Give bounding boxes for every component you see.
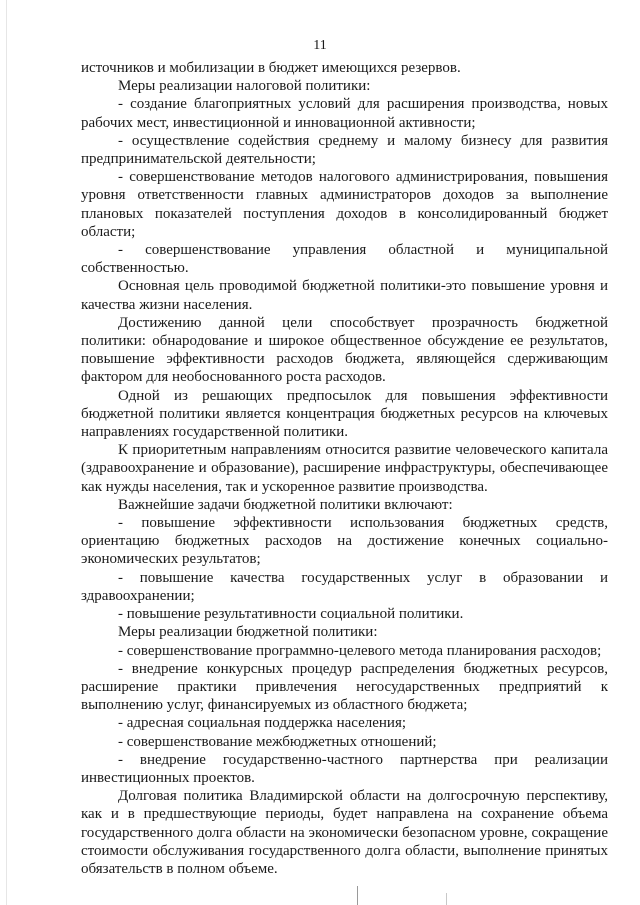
scan-edge-line xyxy=(6,0,7,905)
paragraph-budget-tasks-heading: Важнейшие задачи бюджетной политики включают: xyxy=(118,496,453,513)
list-item-budget-measure-2: - внедрение конкурсных процедур распределения бюджетных ресурсов, расширение практики привлечения негосударственных предприятий к выполнению услуг, финансируемых из областного бюджета; xyxy=(81,660,608,714)
list-item-budget-measure-5: - внедрение государственно-частного партнерства при реализации инвестиционных проектов. xyxy=(81,751,608,786)
paragraph-transparency: Достижению данной цели способствует прозрачность бюджетной политики: обнародование и широкое общественное обсуждение ее результатов, повышение эффективности расходов бюджета, являющейся сдерживающим фактором для необоснованного роста расходов. xyxy=(81,314,608,386)
list-item-tax-1: - создание благоприятных условий для расширения производства, новых рабочих мест, инвестиционной и инновационной активности; xyxy=(81,96,608,131)
paragraph-budget-measures-heading: Меры реализации бюджетной политики: xyxy=(118,624,378,641)
list-item-budget-measure-3: - адресная социальная поддержка населения; xyxy=(118,715,407,732)
paragraph-continuation: источников и мобилизации в бюджет имеющихся резервов. xyxy=(81,60,461,76)
list-item-budget-measure-1: - совершенствование программно-целевого метода планирования расходов; xyxy=(118,642,602,659)
paragraph-main-goal: Основная цель проводимой бюджетной политики-это повышение уровня и качества жизни населения. xyxy=(81,278,608,313)
list-item-budget-measure-4: - совершенствование межбюджетных отношений; xyxy=(118,733,437,750)
document-body xyxy=(81,59,608,878)
scan-artifact-line xyxy=(446,893,447,905)
paragraph-priorities: К приоритетным направлениям относится развитие человеческого капитала (здравоохранение и образование), расширение инфраструктуры, обеспечивающее как нужды населения, так и ускоренное развитие производства. xyxy=(81,442,608,495)
list-item-budget-task-3: - повышение результативности социальной политики. xyxy=(118,606,464,623)
page-number: 11 xyxy=(313,38,327,53)
list-item-tax-2: - осуществление содействия среднему и малому бизнесу для развития предпринимательской деятельности; xyxy=(81,132,608,168)
list-item-budget-task-1: - повышение эффективности использования бюджетных средств, ориентацию бюджетных расходов на достижение конечных социально-экономических результатов; xyxy=(81,515,608,568)
list-item-tax-3: - совершенствование методов налогового администрирования, повышения уровня ответственности главных администраторов доходов за выполнение плановых показателей поступления доходов в консолидированный бюджет области; xyxy=(81,169,608,240)
paragraph-efficiency: Одной из решающих предпосылок для повышения эффективности бюджетной политики является концентрация бюджетных ресурсов на ключевых направлениях государственной политики. xyxy=(81,387,608,441)
paragraph-tax-measures-heading: Меры реализации налоговой политики: xyxy=(118,78,371,95)
list-item-budget-task-2: - повышение качества государственных услуг в образовании и здравоохранении; xyxy=(81,569,608,604)
paragraph-debt-policy: Долговая политика Владимирской области на долгосрочную перспективу, как и в предшествующие периоды, будет направлена на сохранение объема государственного долга области на экономически безопасном уровне, сокращение стоимости обслуживания государственного долга области, выполнение принятых обязательств в полном объеме. xyxy=(81,788,608,877)
scan-artifact-line xyxy=(357,886,358,905)
list-item-tax-4: - совершенствование управления областной и муниципальной собственностью. xyxy=(81,242,608,277)
